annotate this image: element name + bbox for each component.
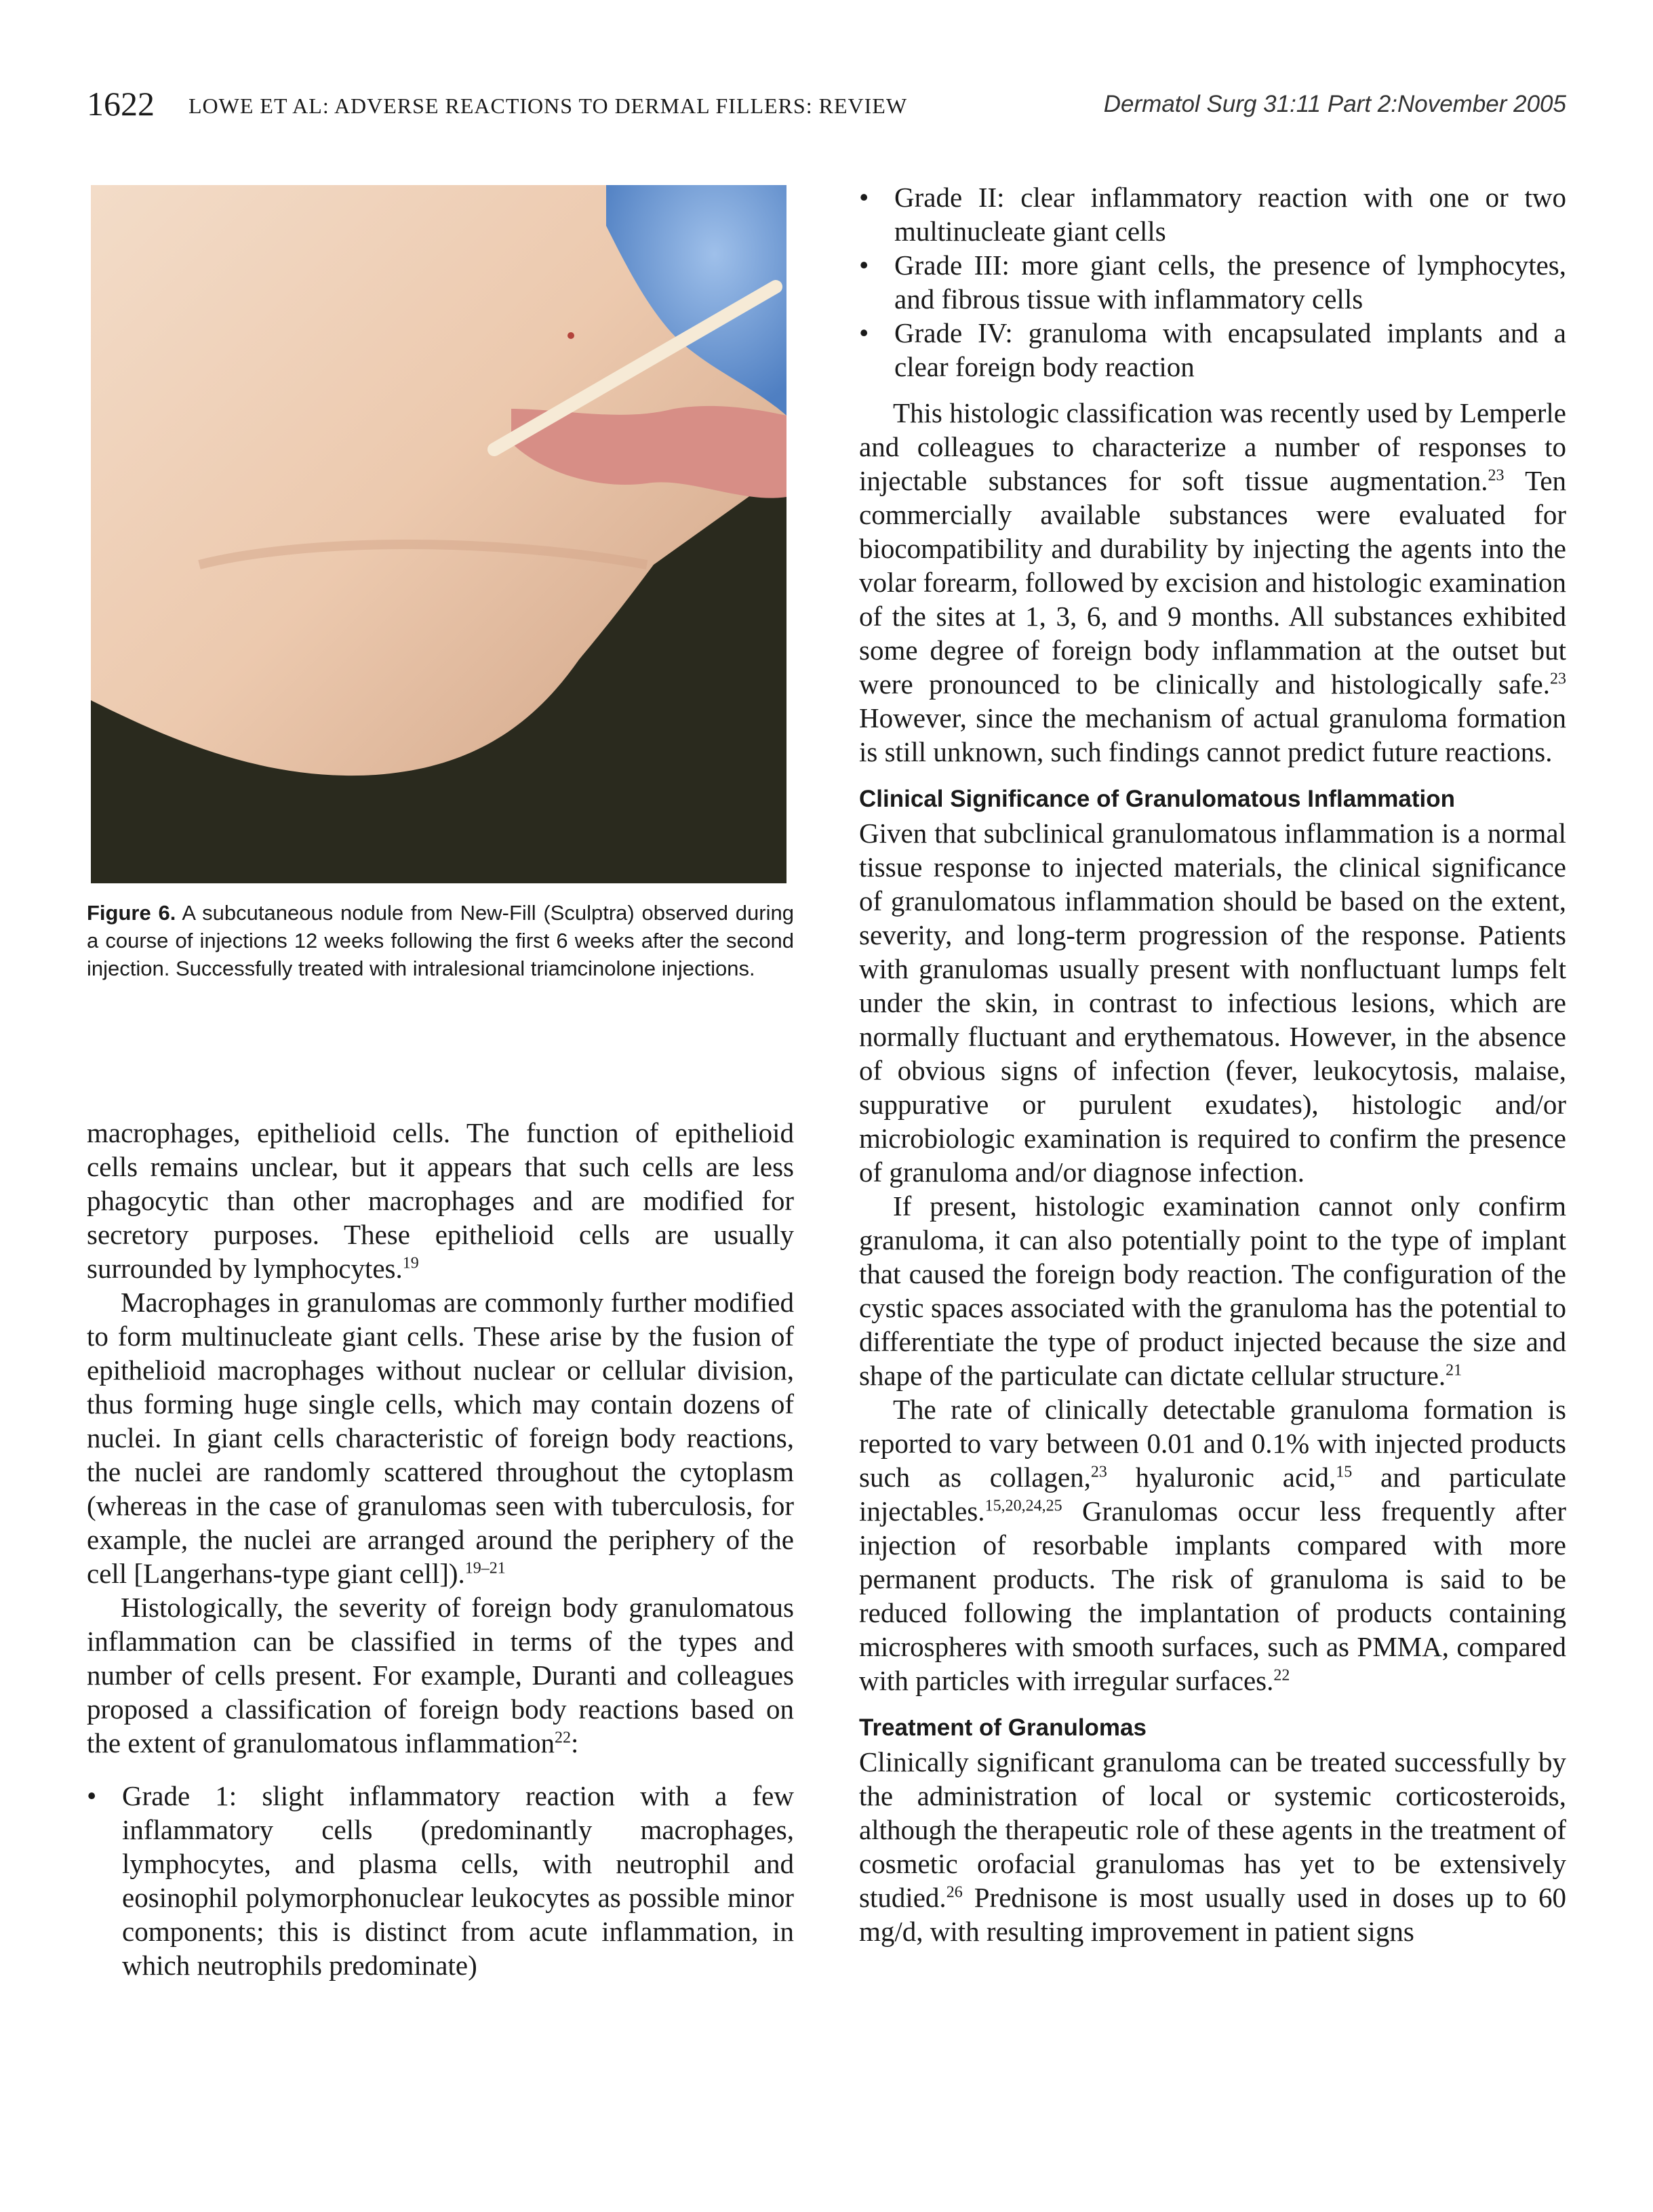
journal-citation: Dermatol Surg 31:11 Part 2:November 2005 — [1103, 91, 1566, 117]
section-heading-treatment: Treatment of Granulomas — [859, 1714, 1147, 1741]
paragraph-giant-cells: Macrophages in granulomas are commonly further modified to form multinucleate giant cells. These arise by the fusion of epithelioid macrophages without nuclear or cellular division, thus forming huge single cells, which may contain dozens of nuclei. In giant cells characteristic of foreign body reactions, the nuclei are randomly scattered throughout the cytoplasm (whereas in the case of granulomas seen with tuberculosis, for example, the nuclei are arranged around the periphery of the cell [Langerhans-type giant cell]).$^{19-21}$ — [87, 1287, 794, 1589]
citation: 15,20,24,25 — [984, 1497, 1062, 1515]
paragraph-histologic-classification: This histologic classification was recently used by Lemperle and colleagues to characterize a number of responses to injectable substances for soft tissue augmentation.$^{23}$ Ten commercially available substances were evaluated for biocompatibility and durability by injecting the agents into the volar forearm, followed by excision and histologic examination of the sites at 1, 3, 6, and 9 months. All substances exhibited some degree of foreign body inflammation at the outset but were pronounced to be clinically and histologically safe.$^{23}$ However, since the mechanism of actual granuloma formation is still unknown, such findings cannot predict future reactions. — [859, 397, 1567, 767]
bullet-icon: • — [859, 182, 869, 213]
paragraph-clinical-significance: Given that subclinical granulomatous inflammation is a normal tissue response to injected materials, the clinical significance of granulomatous inflammation should be based on the extent, severity, and long-term progression of the response. Patients with granulomas usually present with nonfluctuant lumps felt under the skin, in contrast to infectious lesions, which are normally fluctuant and erythematous. However, in the absence of obvious signs of infection (fever, leukocytosis, malaise, suppurative or purulent exudates), histologic and/or microbiologic examination is required to confirm the presence of granuloma and/or diagnose infection. — [859, 818, 1566, 1188]
grade-item: • Grade IV: granuloma with encapsulated implants and a clear foreign body reaction — [859, 317, 1566, 382]
citation: 23 — [1488, 466, 1505, 485]
citation: 19 — [402, 1254, 419, 1272]
running-title: LOWE ET AL: ADVERSE REACTIONS TO DERMAL FILLERS: REVIEW — [188, 94, 908, 118]
citation: 26 — [946, 1883, 963, 1902]
citation: 23 — [1550, 670, 1566, 688]
paragraph-rate: The rate of clinically detectable granuloma formation is reported to vary between 0.01 and 0.1% with injected products such as collagen,$^{23}$ hyaluronic acid,$^{15}$ and particulate injectables.$^{15,20,24,25}$ Granulomas occur less frequently after injection of resorbable implants compared with more permanent products. The risk of granuloma is said to be reduced following the implantation of products containing microspheres with smooth surfaces, such as PMMA, compared with particles with irregular surfaces.$^{22}$ — [859, 1394, 1566, 1696]
grade-list-left — [87, 1779, 794, 1982]
paragraph-classification: Histologically, the severity of foreign body granulomatous inflammation can be classified in terms of the types and number of cells present. For example, Duranti and colleagues proposed a classification of foreign body reactions based on the extent of granulomatous inflammation$^{22}$: — [87, 1592, 794, 1758]
bullet-icon: • — [859, 249, 869, 281]
citation: 19–21 — [464, 1559, 506, 1577]
grade-list-right — [859, 180, 1566, 384]
page-number: 1622 — [87, 85, 155, 123]
grade-item: • Grade III: more giant cells, the presence of lymphocytes, and fibrous tissue with inflammatory cells — [859, 249, 1566, 315]
citation: 22 — [1273, 1666, 1290, 1685]
grade-item: • Grade II: clear inflammatory reaction with one or two multinucleate giant cells — [859, 182, 1566, 247]
citation: 23 — [1090, 1463, 1107, 1481]
citation: 21 — [1446, 1361, 1462, 1380]
figure-caption — [87, 899, 794, 982]
left-column — [87, 1116, 794, 1982]
nodule-mark — [567, 332, 574, 339]
running-header — [87, 84, 1566, 125]
citation: 15 — [1336, 1463, 1353, 1481]
bullet-icon: • — [859, 317, 869, 348]
section-heading-clinical-significance: Clinical Significance of Granulomatous Inflammation — [859, 786, 1456, 812]
figure-6-photo — [91, 185, 786, 883]
figure-label: Figure 6. — [87, 901, 176, 925]
bullet-icon: • — [87, 1780, 97, 1811]
clinical-photo — [91, 185, 786, 883]
grade-item: • Grade 1: slight inflammatory reaction with a few inflammatory cells (predominantly macrophages, lymphocytes, and plasma cells, with neutrophil and eosinophil polymorphonuclear leukocytes as possible minor components; this is distinct from acute inflammation, in which neutrophils predominate) — [87, 1780, 794, 1981]
citation: 22 — [555, 1729, 571, 1747]
figure-caption-text: A subcutaneous nodule from New-Fill (Sculptra) observed during a course of injections 12 weeks following the first 6 weeks after the second injection. Successfully treated with intralesional triamcinolone injections. — [87, 901, 794, 980]
paragraph-treatment: Clinically significant granuloma can be treated successfully by the administration of local or systemic corticosteroids, although the therapeutic role of these agents in the treatment of cosmetic orofacial granulomas has yet to be extensively studied.$^{26}$ Prednisone is most usually used in doses up to 60 mg/d, with resulting improvement in patient signs — [859, 1746, 1566, 1947]
right-column — [859, 180, 1566, 1948]
paragraph-if-present: If present, histologic examination cannot only confirm granuloma, it can also potentially point to the type of implant that caused the foreign body reaction. The configuration of the cystic spaces associated with the granuloma has the potential to differentiate the type of product injected because the size and shape of the particulate can dictate cellular structure.$^{21}$ — [859, 1190, 1566, 1391]
paragraph-epithelioid: macrophages, epithelioid cells. The function of epithelioid cells remains unclear, but it appears that such cells are less phagocytic than other macrophages and are modified for secretory purposes. These epithelioid cells are usually surrounded by lymphocytes.$^{19}$ — [87, 1117, 794, 1284]
